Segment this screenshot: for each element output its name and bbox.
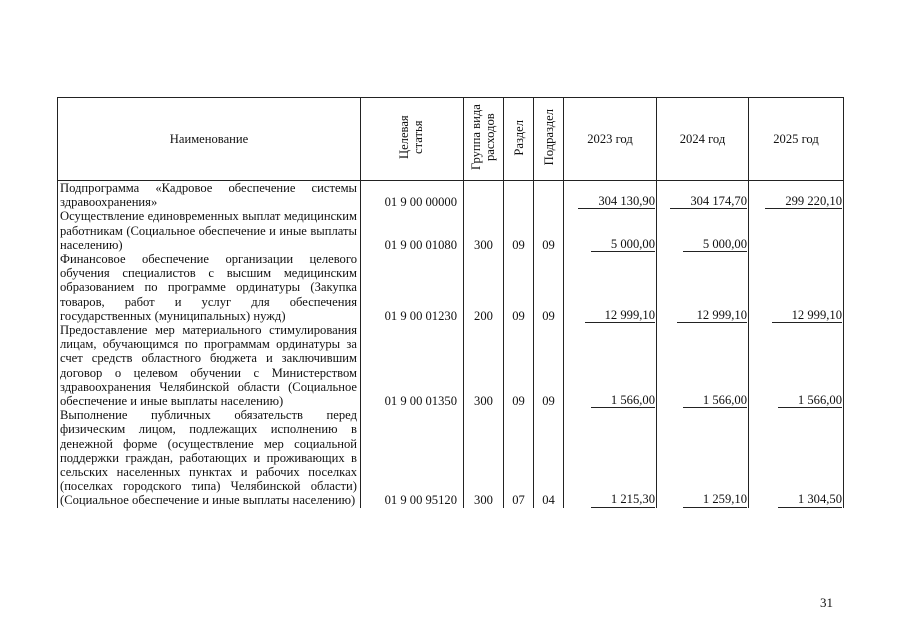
row-2024-value: 12 999,10 (677, 308, 747, 323)
row-2023 (564, 181, 657, 210)
row-2023-value: 1 215,30 (591, 492, 655, 507)
header-2025: 2025 год (749, 98, 844, 181)
row-name: Выполнение публичных обязательств перед физическим лицом, подлежащих исполнению в денежной форме (осуществление мер социальной поддержки граждан, работающих и проживающих в сельских населенных пунктах и рабочих поселках (поселках городского типа) Челябинской области) (Социальное обеспечение и иные выплаты населению) (58, 408, 361, 507)
row-group: 300 (464, 323, 504, 408)
header-group-text: Группа вида расходов (468, 104, 497, 171)
row-2023 (564, 408, 657, 507)
row-group: 200 (464, 252, 504, 323)
table-row (58, 252, 844, 323)
row-subsection: 09 (534, 323, 564, 408)
row-2024 (657, 209, 749, 252)
row-2025-value: 1 566,00 (778, 393, 842, 408)
row-2023-value: 1 566,00 (591, 393, 655, 408)
table-row (58, 209, 844, 252)
row-2024 (657, 181, 749, 210)
row-target: 01 9 00 01080 (361, 209, 464, 252)
table-header-row (58, 98, 844, 181)
row-2025-value: 299 220,10 (765, 194, 842, 209)
row-group: 300 (464, 209, 504, 252)
row-target: 01 9 00 95120 (361, 408, 464, 507)
page-number: 31 (820, 595, 833, 610)
header-section-text: Раздел (511, 119, 526, 156)
row-2023 (564, 252, 657, 323)
row-target: 01 9 00 01230 (361, 252, 464, 323)
row-2025 (749, 181, 844, 210)
header-subsection-text: Подраздел (541, 109, 556, 166)
header-2024: 2024 год (657, 98, 749, 181)
row-section: 09 (504, 252, 534, 323)
table-row (58, 408, 844, 507)
row-name: Финансовое обеспечение организации целевого обучения специалистов с высшим медицинским образованием по программе ординатуры (Закупка товаров, работ и услуг для обеспечения государственных (муниципальных) нужд) (58, 252, 361, 323)
row-2024-value: 5 000,00 (683, 237, 747, 252)
row-2023-value: 304 130,90 (578, 194, 655, 209)
header-subsection (534, 98, 564, 181)
row-2023-value: 12 999,10 (585, 308, 655, 323)
row-subsection: 09 (534, 252, 564, 323)
header-section (504, 98, 534, 181)
row-2025 (749, 252, 844, 323)
row-group: 300 (464, 408, 504, 507)
row-section: 07 (504, 408, 534, 507)
header-name: Наименование (58, 98, 361, 181)
row-name: Осуществление единовременных выплат медицинским работникам (Социальное обеспечение и иные выплаты населению) (58, 209, 361, 252)
row-target: 01 9 00 00000 (361, 181, 464, 210)
row-subsection: 04 (534, 408, 564, 507)
row-name: Предоставление мер материального стимулирования лицам, обучающимся по программам ординатуры за счет средств областного бюджета и заключившим договор о целевом обучении с Министерством здравоохранения Челябинской области (Социальное обеспечение и иные выплаты населению) (58, 323, 361, 408)
header-target (361, 98, 464, 181)
header-group (464, 98, 504, 181)
header-2023: 2023 год (564, 98, 657, 181)
header-target-text: Целевая статья (397, 115, 425, 160)
row-section (504, 181, 534, 210)
row-2024-value: 1 566,00 (683, 393, 747, 408)
row-subsection: 09 (534, 209, 564, 252)
table-row (58, 323, 844, 408)
row-2025 (749, 408, 844, 507)
table-row (58, 181, 844, 210)
row-2025-value: 12 999,10 (772, 308, 842, 323)
row-2024 (657, 408, 749, 507)
row-2024-value: 304 174,70 (670, 194, 747, 209)
row-2024 (657, 252, 749, 323)
row-section: 09 (504, 209, 534, 252)
row-target: 01 9 00 01350 (361, 323, 464, 408)
row-2023 (564, 209, 657, 252)
row-2025 (749, 209, 844, 252)
row-subsection (534, 181, 564, 210)
row-group (464, 181, 504, 210)
row-2023 (564, 323, 657, 408)
row-2023-value: 5 000,00 (591, 237, 655, 252)
row-2024 (657, 323, 749, 408)
budget-table (57, 97, 844, 508)
row-2025 (749, 323, 844, 408)
row-2025-value: 1 304,50 (778, 492, 842, 507)
row-name: Подпрограмма «Кадровое обеспечение системы здравоохранения» (58, 181, 361, 210)
row-2024-value: 1 259,10 (683, 492, 747, 507)
row-section: 09 (504, 323, 534, 408)
